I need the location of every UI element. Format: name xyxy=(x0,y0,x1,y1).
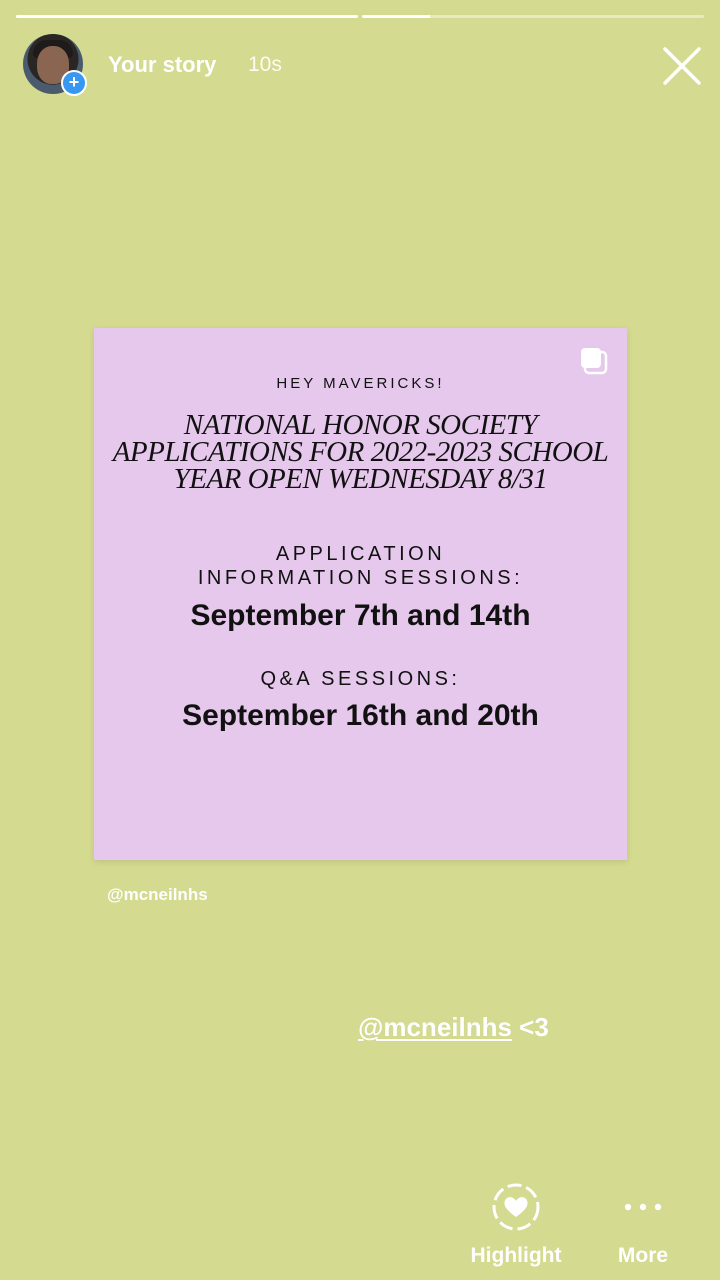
mention-sticker[interactable] xyxy=(358,1012,549,1043)
close-icon xyxy=(660,44,704,88)
story-owner-name[interactable]: Your story xyxy=(108,52,217,77)
more-label: More xyxy=(617,1244,669,1267)
progress-fill-1 xyxy=(16,15,358,18)
qa-sessions-dates: September 16th and 20th xyxy=(182,699,539,732)
post-headline: NATIONAL HONOR SOCIETY APPLICATIONS FOR 2022-2023 SCHOOL YEAR OPEN WEDNESDAY 8/31 xyxy=(112,409,609,495)
story-timestamp: 10s xyxy=(248,53,282,76)
progress-segment-2 xyxy=(362,15,704,18)
add-story-plus-icon[interactable]: + xyxy=(61,70,87,96)
progress-segment-1 xyxy=(16,15,358,18)
progress-fill-2 xyxy=(362,15,430,18)
shared-post-card[interactable] xyxy=(94,328,627,860)
more-button[interactable] xyxy=(583,1180,703,1268)
highlight-label: Highlight xyxy=(470,1244,562,1267)
highlight-button[interactable] xyxy=(456,1180,576,1268)
info-sessions-dates: September 7th and 14th xyxy=(190,599,531,632)
carousel-icon xyxy=(579,346,609,376)
more-dots-icon xyxy=(623,1201,663,1213)
highlight-heart-icon xyxy=(491,1182,541,1232)
info-sessions-label: APPLICATION INFORMATION SESSIONS: xyxy=(197,543,524,589)
story-progress-bar xyxy=(16,15,704,19)
qa-sessions-label: Q&A SESSIONS: xyxy=(260,668,461,690)
close-button[interactable] xyxy=(660,44,704,88)
post-author-handle[interactable]: @mcneilnhs xyxy=(107,885,208,904)
mention-tag[interactable]: @mcneilnhs xyxy=(358,1012,512,1042)
post-greeting: HEY MAVERICKS! xyxy=(276,375,445,392)
avatar[interactable] xyxy=(23,34,83,94)
mention-suffix: <3 xyxy=(511,1012,549,1042)
